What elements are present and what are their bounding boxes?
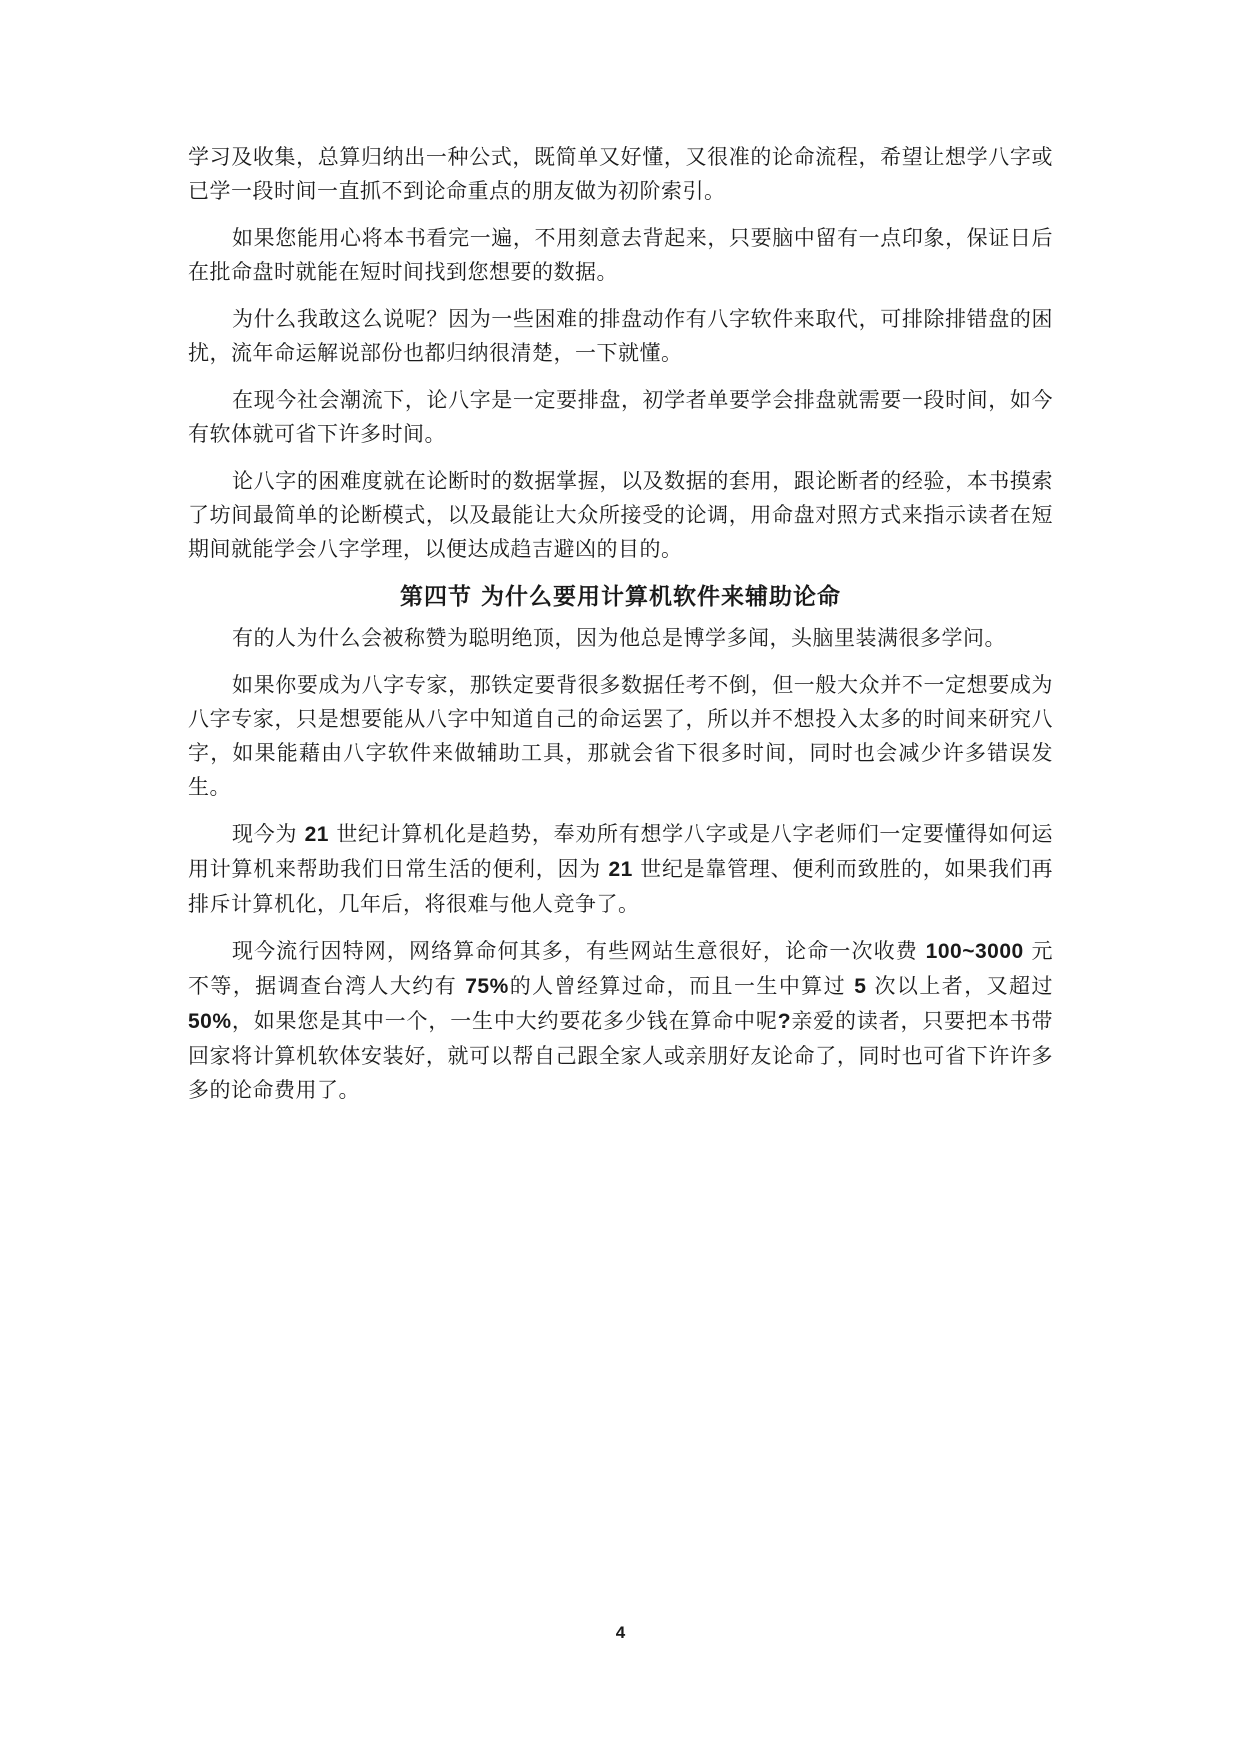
text-run: 世纪计算机化是趋势，奉劝所有想学八字或是八字老师们一定要懂得如何运用计算机来帮助我们日常生活的便利，因为 [188, 822, 1053, 881]
paragraph: 在现今社会潮流下，论八字是一定要排盘，初学者单要学会排盘就需要一段时间，如今有软体就可省下许多时间。 [188, 388, 1053, 446]
section-heading: 第四节 为什么要用计算机软件来辅助论命 [399, 584, 841, 610]
bold-number: 100~3000 [925, 940, 1024, 963]
paragraph: 如果你要成为八字专家，那铁定要背很多数据任考不倒，但一般大众并不一定想要成为八字专家，只是想要能从八字中知道自己的命运罢了，所以并不想投入太多的时间来研究八字，如果能藉由八字软件来做辅助工具，那就会省下很多时间，同时也会减少许多错误发生。 [188, 673, 1053, 799]
text-run: 现今为 [232, 822, 305, 846]
document-body [188, 140, 1053, 1120]
paragraph: 有的人为什么会被称赞为聪明绝顶，因为他总是博学多闻，头脑里装满很多学问。 [232, 626, 1006, 650]
bold-number: 21 [608, 858, 633, 881]
paragraph: 如果您能用心将本书看完一遍，不用刻意去背起来，只要脑中留有一点印象，保证日后在批命盘时就能在短时间找到您想要的数据。 [188, 226, 1053, 284]
text-run: 现今流行因特网，网络算命何其多，有些网站生意很好，论命一次收费 [232, 939, 926, 963]
text-run: 亲爱的读者，只要把本书带回家将计算机软体安装好，就可以帮自己跟全家人或亲朋好友论命了，同时也可省下许许多多的论命费用了。 [188, 1009, 1054, 1102]
paragraph-internet [188, 934, 1053, 1107]
text-run: 的人曾经算过命，而且一生中算过 [508, 974, 855, 998]
text-run: 次以上者，又超过 [866, 974, 1053, 998]
bold-number: 5 [854, 975, 867, 998]
paragraph-21st-century [188, 817, 1053, 921]
paragraph: 为什么我敢这么说呢？因为一些困难的排盘动作有八字软件来取代，可排除排错盘的困扰，流年命运解说部份也都归纳很清楚，一下就懂。 [188, 307, 1053, 365]
bold-number: 50% [188, 1010, 232, 1033]
bold-number: 21 [304, 823, 329, 846]
text-run: 元不等，据调查台湾人大约有 [188, 939, 1053, 998]
paragraph: 论八字的困难度就在论断时的数据掌握，以及数据的套用，跟论断者的经验，本书摸索了坊间最简单的论断模式，以及最能让大众所接受的论调，用命盘对照方式来指示读者在短期间就能学会八字学理，以便达成趋吉避凶的目的。 [188, 469, 1053, 561]
bold-number: 75% [465, 975, 509, 998]
text-run: 世纪是靠管理、便利而致胜的，如果我们再排斥计算机化，几年后，将很难与他人竞争了。 [188, 857, 1053, 916]
text-run: ，如果您是其中一个，一生中大约要花多少钱在算命中呢 [231, 1009, 778, 1033]
page-number: 4 [615, 1623, 626, 1642]
paragraph: 学习及收集，总算归纳出一种公式，既简单又好懂，又很准的论命流程，希望让想学八字或已学一段时间一直抓不到论命重点的朋友做为初阶索引。 [188, 145, 1053, 203]
bold-question-mark: ? [777, 1010, 792, 1033]
